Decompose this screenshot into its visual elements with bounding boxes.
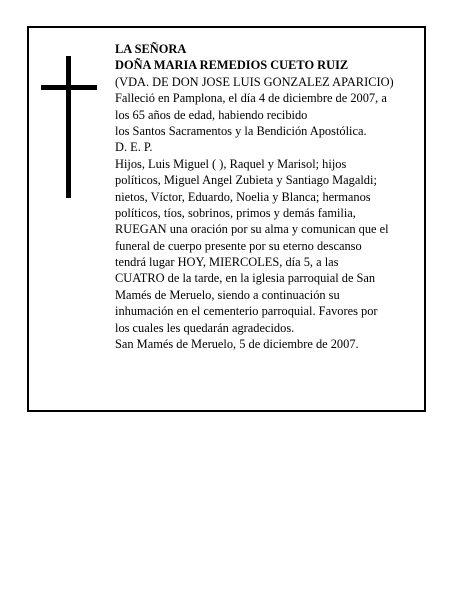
text-line: tendrá lugar HOY, MIERCOLES, día 5, a las	[115, 255, 339, 270]
text-line: inhumación en el cementerio parroquial. Favores por	[115, 304, 378, 319]
notice-text	[115, 41, 427, 352]
text-line: políticos, tíos, sobrinos, primos y demás familia,	[115, 205, 356, 220]
text-line: Falleció en Pamplona, el día 4 de diciembre de 2007, a	[115, 91, 387, 106]
deceased-name: DOÑA MARIA REMEDIOS CUETO RUIZ	[115, 58, 349, 73]
text-line: Mamés de Meruelo, siendo a continuación su	[115, 287, 340, 302]
notice-heading: LA SEÑORA	[115, 42, 187, 56]
text-line: políticos, Miguel Angel Zubieta y Santiago Magaldi;	[115, 173, 377, 188]
text-line: los Santos Sacramentos y la Bendición Apostólica.	[115, 123, 367, 138]
cross-icon	[41, 56, 97, 198]
widow-of-line: (VDA. DE DON JOSE LUIS GONZALEZ APARICIO)	[115, 74, 394, 89]
cross-vertical-bar	[66, 56, 71, 198]
obituary-notice	[27, 26, 426, 412]
text-line: nietos, Víctor, Eduardo, Noelia y Blanca; hermanos	[115, 189, 371, 204]
text-line: los 65 años de edad, habiendo recibido	[115, 107, 308, 122]
text-line: funeral de cuerpo presente por su eterno descanso	[115, 238, 362, 253]
text-line: RUEGAN una oración por su alma y comunican que el	[115, 222, 389, 237]
text-line: los cuales les quedarán agradecidos.	[115, 320, 295, 335]
rip-line: D. E. P.	[115, 140, 153, 155]
text-line: Hijos, Luis Miguel ( ), Raquel y Marisol; hijos	[115, 156, 347, 171]
cross-horizontal-bar	[41, 85, 97, 90]
place-date-line: San Mamés de Meruelo, 5 de diciembre de 2007.	[115, 337, 359, 352]
text-line: CUATRO de la tarde, en la iglesia parroquial de San	[115, 271, 376, 286]
